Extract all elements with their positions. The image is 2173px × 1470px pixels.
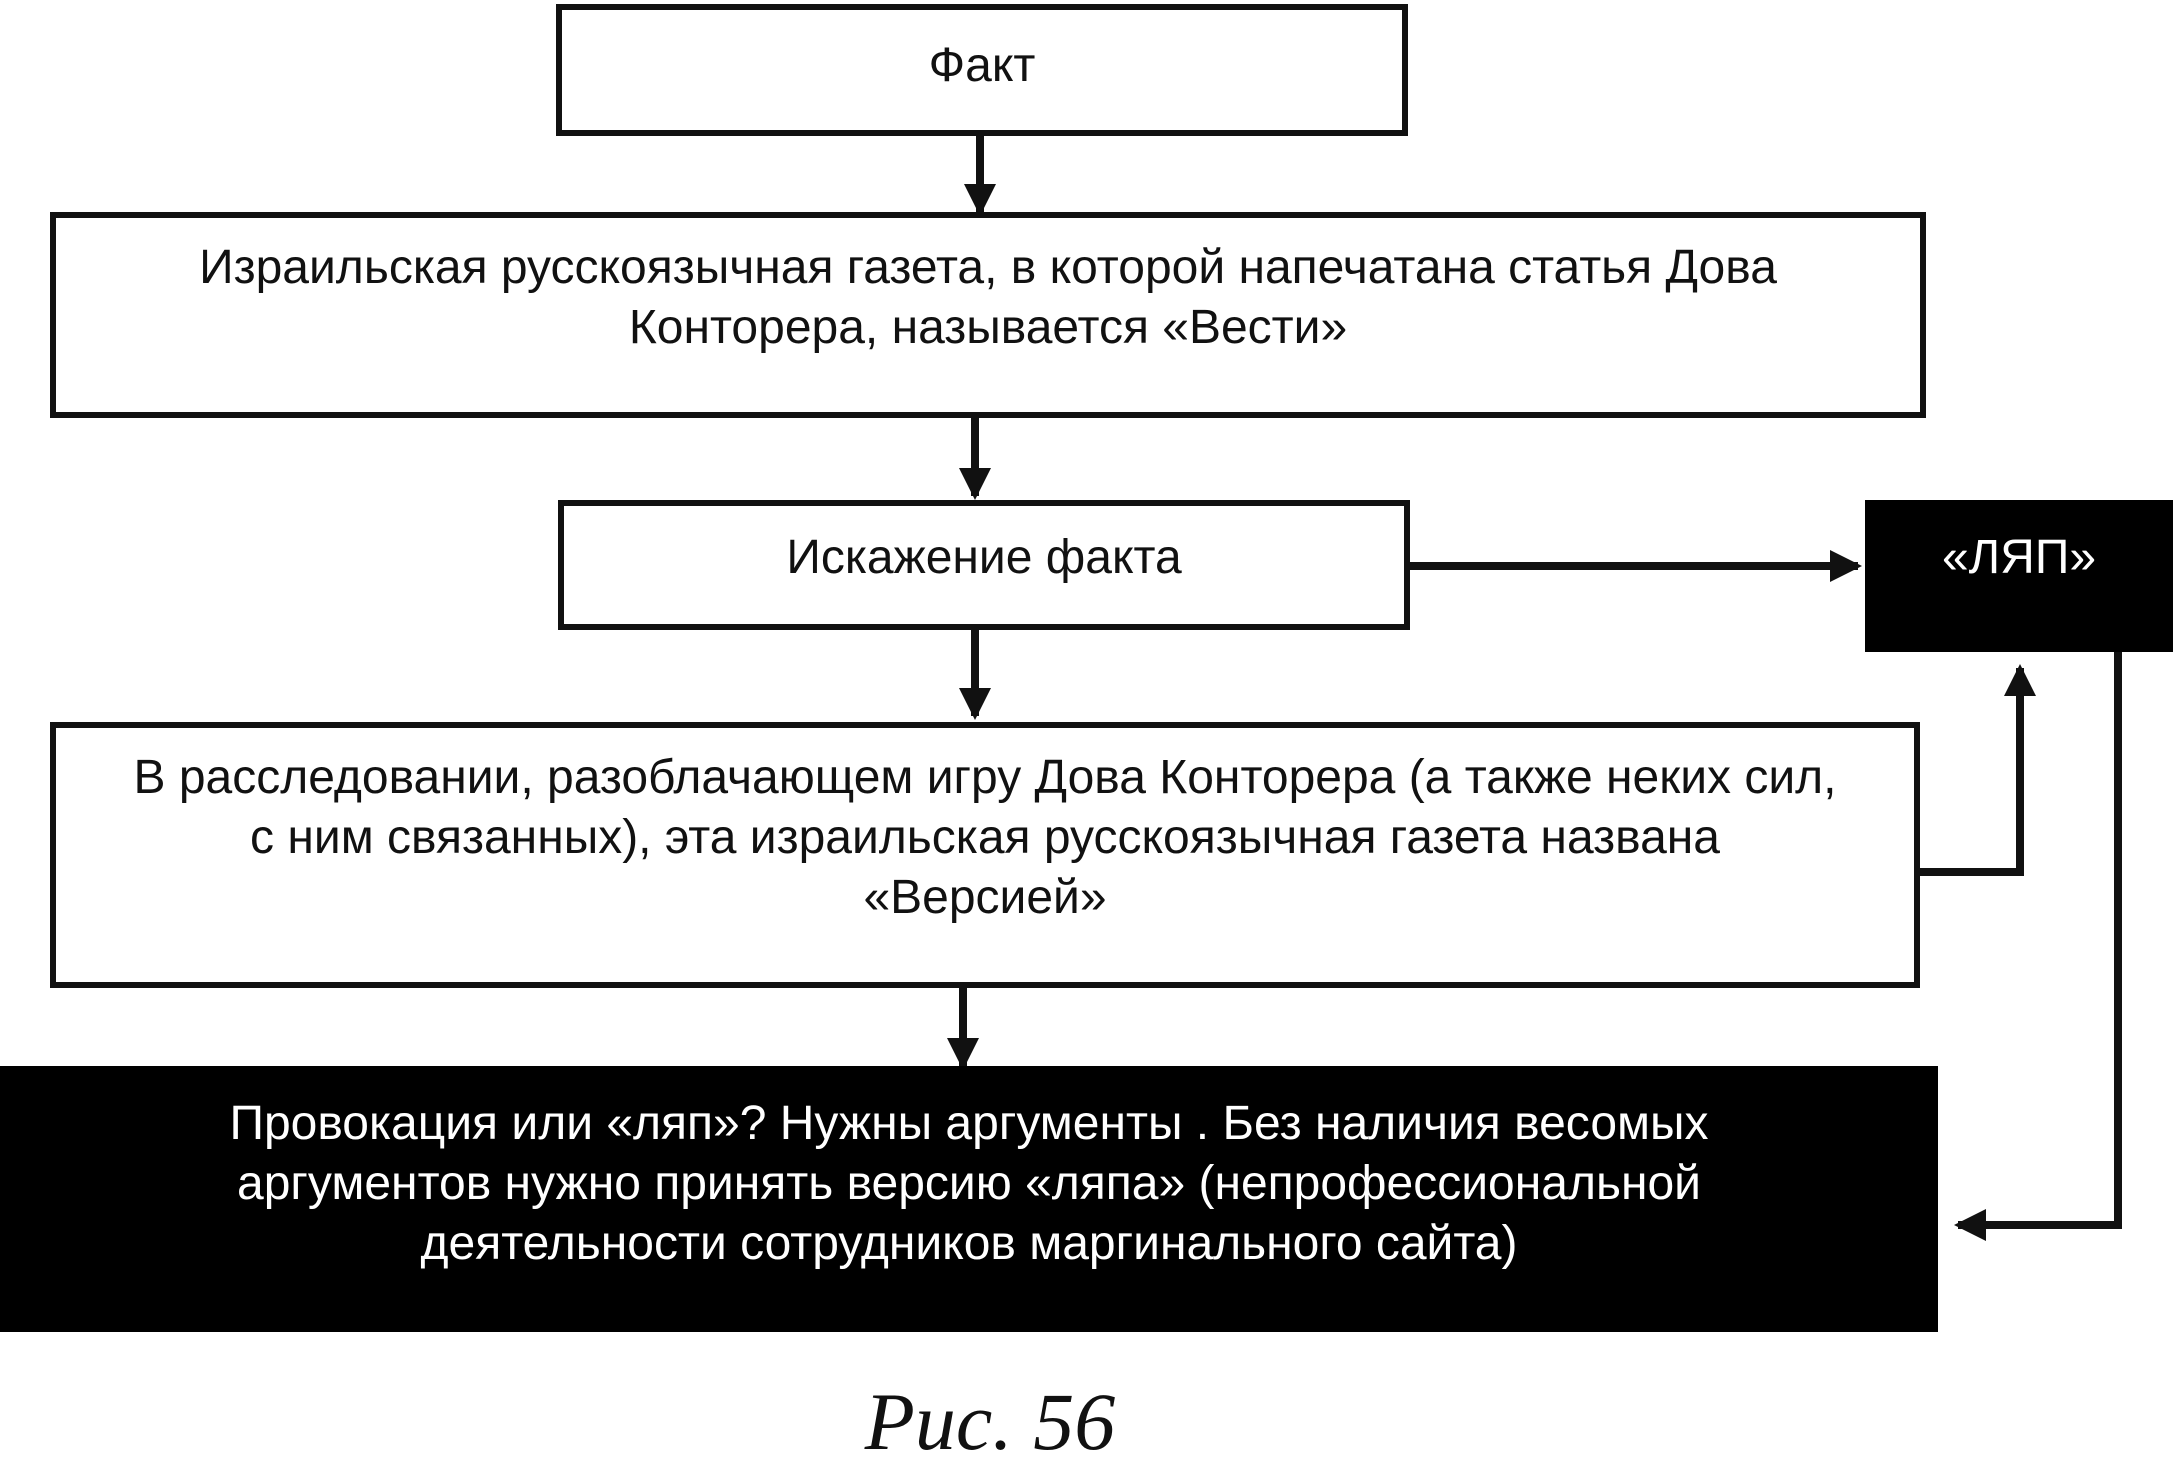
node-fact — [556, 4, 1408, 136]
node-fact-text: Факт — [928, 39, 1036, 92]
node-newspaper — [50, 212, 1926, 418]
node-investigation — [50, 722, 1920, 988]
node-distortion — [558, 500, 1410, 630]
node-conclusion-text: Провокация или «ляп»? Нужны аргументы . Без наличия весомых аргументов нужно принять версию «ляпа» (непрофессиональной деятельности сотрудников маргинального сайта) — [229, 1097, 1709, 1270]
arrow-lyap-to-conclusion — [1958, 652, 2118, 1225]
node-newspaper-text: Израильская русскоязычная газета, в которой напечатана статья Дова Конторера, называется «Вести» — [199, 241, 1777, 354]
node-conclusion — [0, 1066, 1938, 1332]
node-distortion-text: Искажение факта — [786, 531, 1182, 584]
node-investigation-text: В расследовании, разоблачающем игру Дова Конторера (а также неких сил, с ним связанных), эта израильская русскоязычная газета названа «Версией» — [133, 751, 1837, 924]
arrow-investigation-to-lyap — [1920, 668, 2020, 872]
figure-caption: Рис. 56 — [864, 1376, 1116, 1467]
node-lyap — [1865, 500, 2173, 652]
node-lyap-text: «ЛЯП» — [1941, 531, 2097, 584]
